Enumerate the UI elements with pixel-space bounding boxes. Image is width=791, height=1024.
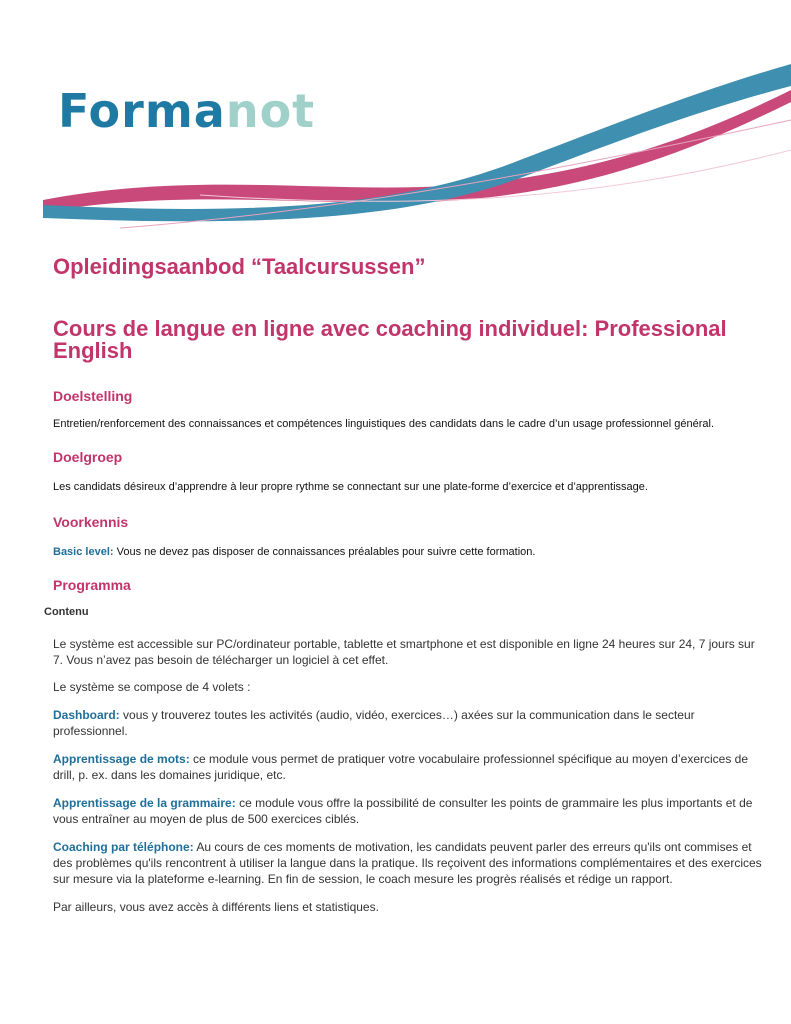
item-text: ce module vous offre la possibilité de consulter les points de grammaire les plus importants et de vous entraîner au moyen de plus de 500 exercices ciblés. [53,796,753,826]
page-title: Opleidingsaanbod “Taalcursussen” [53,254,426,279]
voorkennis-text [53,545,768,559]
heading-programma: Programma [53,577,131,593]
item-text: Au cours de ces moments de motivation, les candidats peuvent parler des erreurs qu'ils ont commises et des problèmes qu'ils rencontrent à utiliser la langue dans la pratique. Ils reçoivent des informations complémentaires et des exercices sur mesure via la plateforme e-learning. En fin de session, le coach mesure les progrès réalisés et rédige un rapport. [53,840,762,886]
formanot-logo [58,84,316,138]
basic-level-label: Basic level: [53,546,114,558]
item-label: Dashboard: [53,708,120,722]
logo-part2: not [225,84,316,138]
programma-outro: Par ailleurs, vous avez accès à différents liens et statistiques. [53,900,379,914]
list-item [53,751,768,783]
logo-part1: Forma [58,84,226,138]
list-item [53,795,768,827]
item-label: Apprentissage de la grammaire: [53,796,236,810]
item-label: Apprentissage de mots: [53,752,190,766]
header-banner [0,0,791,240]
item-text: ce module vous permet de pratiquer votre vocabulaire professionnel spécifique au moyen d’exercices de drill, p. ex. dans les domaines juridique, etc. [53,752,749,782]
programma-intro-1: Le système est accessible sur PC/ordinateur portable, tablette et smartphone et est disponible en ligne 24 heures sur 24, 7 jours sur 7. Vous n’avez pas besoin de télécharger un logiciel à cet effet. [53,637,755,667]
list-item [53,707,768,739]
doelstelling-text: Entretien/renforcement des connaissances et compétences linguistiques des candidats dans le cadre d’un usage professionnel général. [53,418,715,430]
heading-doelgroep: Doelgroep [53,449,123,465]
document-content [44,254,768,915]
contenu-subheading: Contenu [44,606,89,618]
basic-level-text: Vous ne devez pas disposer de connaissances préalables pour suivre cette formation. [113,546,536,558]
item-text: vous y trouverez toutes les activités (audio, vidéo, exercices…) axées sur la communication dans le secteur professionnel. [53,708,695,738]
course-title: Cours de langue en ligne avec coaching individuel: Professional English [53,316,727,363]
heading-voorkennis: Voorkennis [53,514,129,530]
programma-intro-2: Le système se compose de 4 volets : [53,680,251,694]
list-item [53,839,768,887]
item-label: Coaching par téléphone: [53,840,194,854]
doelgroep-text: Les candidats désireux d’apprendre à leur propre rythme se connectant sur une plate-forme d’exercice et d’apprentissage. [53,481,648,493]
heading-doelstelling: Doelstelling [53,388,133,404]
